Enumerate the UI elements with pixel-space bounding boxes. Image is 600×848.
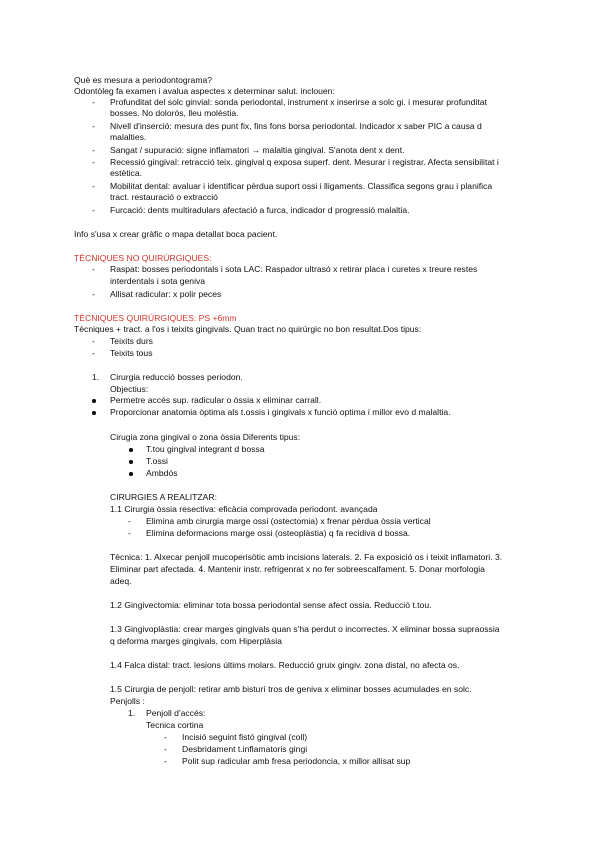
bullet-dot bbox=[129, 460, 133, 464]
list-item: Recessió gingival: retracció teix. gingival q exposa superf. dent. Mesurar i registrar. Afecta sensibilitat i bbox=[110, 157, 499, 167]
dash-bullet: - bbox=[92, 145, 95, 155]
subsection-1-3-cont: q deforma marges gingivals, com Hiperplàsia bbox=[110, 636, 282, 646]
dash-bullet: - bbox=[164, 756, 167, 766]
surgeries-heading: CIRURGIES A REALITZAR: bbox=[110, 492, 217, 502]
subsection-1-4: 1.4 Falca distal: tract. lesions últims molars. Reducció gruix gingiv. zona distal, no afecta os. bbox=[110, 660, 460, 670]
dash-bullet: - bbox=[92, 289, 95, 299]
surgery-title: Cirurgia reducció bosses periodon. bbox=[110, 372, 243, 382]
list-item: T.tou gingival integrant d bossa bbox=[146, 444, 265, 454]
list-item: Sangat / supuració: signe inflamatori → malaltia gingival. S'anota dent x dent. bbox=[110, 145, 405, 155]
subsection-1-1: 1.1 Cirurgia òssia resectiva: eficàcia comprovada periodont. avançada bbox=[110, 504, 378, 514]
list-item: Polit sup radicular amb fresa periodoncia, x millor allisat sup bbox=[182, 756, 411, 766]
list-item: Profunditat del solc ginvial: sonda periodontal, instrument x inserirse a solc gi. i mesurar profunditat bbox=[110, 97, 487, 107]
list-item-cont: bosses. No dolorós, lleu molèstia. bbox=[110, 108, 239, 118]
dash-bullet: - bbox=[92, 348, 95, 358]
dash-bullet: - bbox=[164, 732, 167, 742]
curtain-technique-label: Tecnica cortina bbox=[146, 720, 204, 730]
list-item: Nivell d'inserció: mesura des punt fix, fins fons borsa periodontal. Indicador x saber PIC a causa d bbox=[110, 121, 482, 131]
list-item: Allisat radicular: x polir peces bbox=[110, 289, 222, 299]
dash-bullet: - bbox=[128, 528, 131, 538]
technique-line: Eliminar part afectada. 4. Mantenir instr. refrigenrat x no fer sobreescalfament. 5. Donar morfologia bbox=[110, 564, 485, 574]
intro-lead: Odontòleg fa examen i avalua aspectes x determinar salut. inclouen: bbox=[74, 86, 335, 96]
list-item: Elimina deformacions marge ossi (osteoplàstia) q fa recidiva d bossa. bbox=[146, 528, 411, 538]
technique-line: Tècnica: 1. Alxecar penjoll mucoperisòtic amb incisions laterals. 2. Fa exposició os i teixit inflamatori. 3. bbox=[110, 552, 503, 562]
list-item: Furcació: dents multiradulars afectació a furca, indicador d progressió malaltia. bbox=[110, 205, 410, 215]
list-item: Desbridament t.inflamatoris gingi bbox=[182, 744, 308, 754]
section-heading-non-surgical: TÈCNIQUES NO QUIRÚRGIQUES: bbox=[74, 253, 212, 263]
list-item: Teixits durs bbox=[110, 336, 153, 346]
subsection-1-3: 1.3 Gingivoplàstia: crear marges gingivals quan s'ha perdut o incorrectes. X eliminar bossa supraossia bbox=[110, 624, 500, 634]
surgical-lead: Tècniques + tract. a l'os i teixits gingivals. Quan tract no quirúrgic no bon resultat.Dos tipus: bbox=[74, 324, 422, 334]
list-item: Proporcionar anatomia òptima als t.ossis i gingivals x funció optima i millor evo d malaltia. bbox=[110, 407, 451, 417]
list-item: Ambdós bbox=[146, 468, 178, 478]
list-item-cont: interdentals i sota geniva bbox=[110, 276, 206, 286]
section-heading-surgical: TÈCNIQUES QUIRÚRGIQUES: PS +6mm bbox=[74, 313, 237, 323]
subsection-1-2: 1.2 Gingivectomia: eliminar tota bossa periodontal sense afect ossia. Reducció t.tou. bbox=[110, 600, 432, 610]
dash-bullet: - bbox=[92, 181, 95, 191]
bullet-dot bbox=[92, 399, 96, 403]
dash-bullet: - bbox=[92, 157, 95, 167]
flaps-label: Penjolls : bbox=[110, 696, 145, 706]
periodontogram-question: Què es mesura a periodontograma? bbox=[74, 75, 213, 85]
objectives-label: Objectius: bbox=[110, 384, 149, 394]
technique-line: adeq. bbox=[110, 576, 132, 586]
dash-bullet: - bbox=[92, 336, 95, 346]
list-item: Incisió seguint fistó gingival (coll) bbox=[182, 732, 308, 742]
access-flap-label: Penjoll d'accés: bbox=[146, 708, 206, 718]
list-item: Elimina amb cirurgia marge ossi (ostectomia) x frenar pèrdua òssia vertical bbox=[146, 516, 431, 526]
list-item: Mobilitat dental: avaluar i identificar pèrdua suport ossi i lligaments. Classifica segons grau i planifica bbox=[110, 181, 493, 191]
bullet-dot bbox=[129, 472, 133, 476]
list-item: Permetre accés sup. radicular o òssia x eliminar carrall. bbox=[110, 395, 322, 405]
number-marker: 1. bbox=[128, 708, 136, 718]
dash-bullet: - bbox=[92, 121, 95, 131]
dash-bullet: - bbox=[92, 97, 95, 107]
number-marker: 1. bbox=[92, 372, 100, 382]
dash-bullet: - bbox=[128, 516, 131, 526]
bullet-dot bbox=[129, 448, 133, 452]
zone-line: Cirugia zona gingival o zona òssia Diferents tipus: bbox=[110, 432, 301, 442]
list-item-cont: estètica. bbox=[110, 168, 143, 178]
list-item: T.ossi bbox=[146, 456, 168, 466]
dash-bullet: - bbox=[92, 264, 95, 274]
list-item: Raspat: bosses periodontals i sota LAC: Raspador ultrasó x retirar placa i curetes x treure restes bbox=[110, 264, 478, 274]
info-line: Info s'usa x crear gràfic o mapa detallat boca pacient. bbox=[74, 229, 278, 239]
list-item: Teixits tous bbox=[110, 348, 153, 358]
dash-bullet: - bbox=[92, 205, 95, 215]
bullet-dot bbox=[92, 411, 96, 415]
subsection-1-5: 1.5 Cirurgia de penjoll: retirar amb bisturí tros de geniva x eliminar bosses acumulades en solc. bbox=[110, 684, 472, 694]
list-item-cont: tract. restauració o extracció bbox=[110, 192, 218, 202]
list-item-cont: malalties. bbox=[110, 132, 147, 142]
dash-bullet: - bbox=[164, 744, 167, 754]
